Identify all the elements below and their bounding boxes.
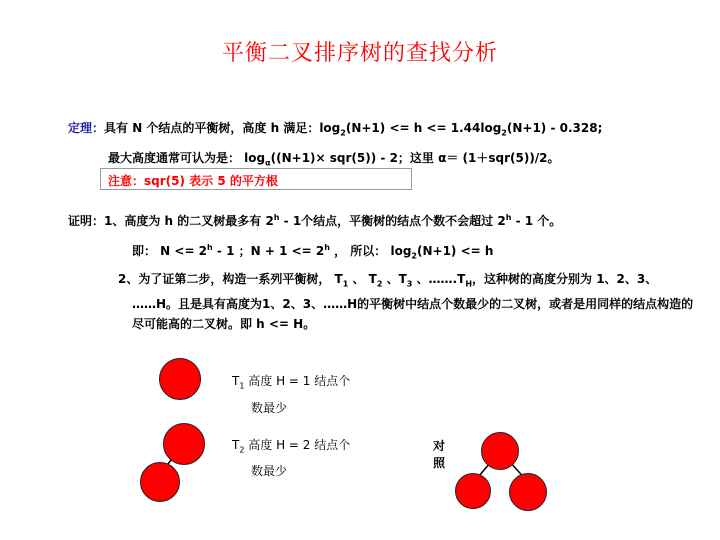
step2-tail: ，这种树的高度分别为 1、2、3、: [472, 272, 658, 286]
step2-paragraph: ……H。且是具有高度为1、2、3、……H的平衡树中结点个数最少的二叉树，或者是用同样的结点构造的尽可能高的二叉树。即 h <= H。: [132, 297, 694, 331]
ie-text-c: ， 所以： log: [329, 244, 412, 258]
max-height-text-a: 最大高度通常可认为是： log: [108, 151, 266, 165]
theorem-text-c: (N+1) - 0.328;: [506, 121, 603, 135]
contrast-label-2: 照: [433, 456, 446, 470]
step2-sub-2: 2: [376, 279, 383, 289]
ie-sup-a: h: [207, 243, 213, 252]
proof-sup-a: h: [273, 213, 280, 222]
t1-sub: 1: [239, 381, 245, 391]
theorem-text-a: 具有 N 个结点的平衡树，高度 h 满足：log: [104, 121, 341, 135]
ie-sup-b: h: [324, 243, 330, 252]
step2-mid-2: 、T: [382, 272, 407, 286]
note-text: 注意：sqr(5) 表示 5 的平方根: [108, 174, 278, 188]
t2-root-node: [163, 423, 205, 465]
proof-sup-b: h: [505, 213, 512, 222]
ie-text-d: (N+1) <= h: [417, 244, 494, 258]
t1-root-node: [159, 358, 201, 400]
proof-text-c: - 1 个。: [511, 214, 562, 228]
t1-caption-text: 高度 H = 1 结点个: [244, 374, 351, 388]
proof-label: 证明：: [68, 214, 105, 228]
t1-prefix: T: [232, 374, 240, 388]
ie-text-b: - 1 ；N + 1 <= 2: [212, 244, 325, 258]
t2-prefix: T: [232, 438, 240, 452]
contrast-root-node: [481, 432, 519, 470]
t2-caption: [232, 437, 350, 458]
theorem-sub-b: 2: [501, 128, 507, 138]
step2-first-text: 2、为了证第二步，构造一系列平衡树， T: [118, 272, 343, 286]
contrast-left-node: [455, 473, 491, 509]
step2-sub-h: H: [465, 279, 473, 289]
t1-caption: [232, 373, 350, 394]
contrast-label-1: 对: [433, 439, 446, 453]
theorem-text-b: (N+1) <= h <= 1.44log: [345, 121, 502, 135]
t2-child-node: [140, 462, 180, 502]
contrast-right-node: [509, 473, 547, 511]
t2-sub: 2: [239, 445, 245, 455]
page-title: 平衡二叉排序树的查找分析: [221, 41, 498, 66]
t1-caption-2: 数最少: [251, 401, 288, 415]
max-height-text-b: ((N+1)× sqr(5)) - 2；这里 α＝ (1＋sqr(5))/2。: [270, 151, 560, 165]
max-height-sub-a: α: [265, 158, 271, 168]
ie-sub-c: 2: [411, 251, 417, 261]
theorem-sub-a: 2: [340, 128, 346, 138]
t2-caption-2: 数最少: [251, 464, 288, 478]
step2-mid-3: 、…….T: [412, 272, 466, 286]
ie-text-a: 即： N <= 2: [132, 244, 208, 258]
step2-mid-1: 、 T: [348, 272, 377, 286]
proof-text-a: 1、高度为 h 的二叉树最多有 2: [104, 214, 274, 228]
theorem-label: 定理：: [68, 121, 105, 135]
step2-sub-3: 3: [406, 279, 413, 289]
step2-sub-1: 1: [342, 279, 349, 289]
t2-caption-text: 高度 H = 2 结点个: [244, 438, 351, 452]
proof-text-b: - 1个结点，平衡树的结点个数不会超过 2: [279, 214, 506, 228]
